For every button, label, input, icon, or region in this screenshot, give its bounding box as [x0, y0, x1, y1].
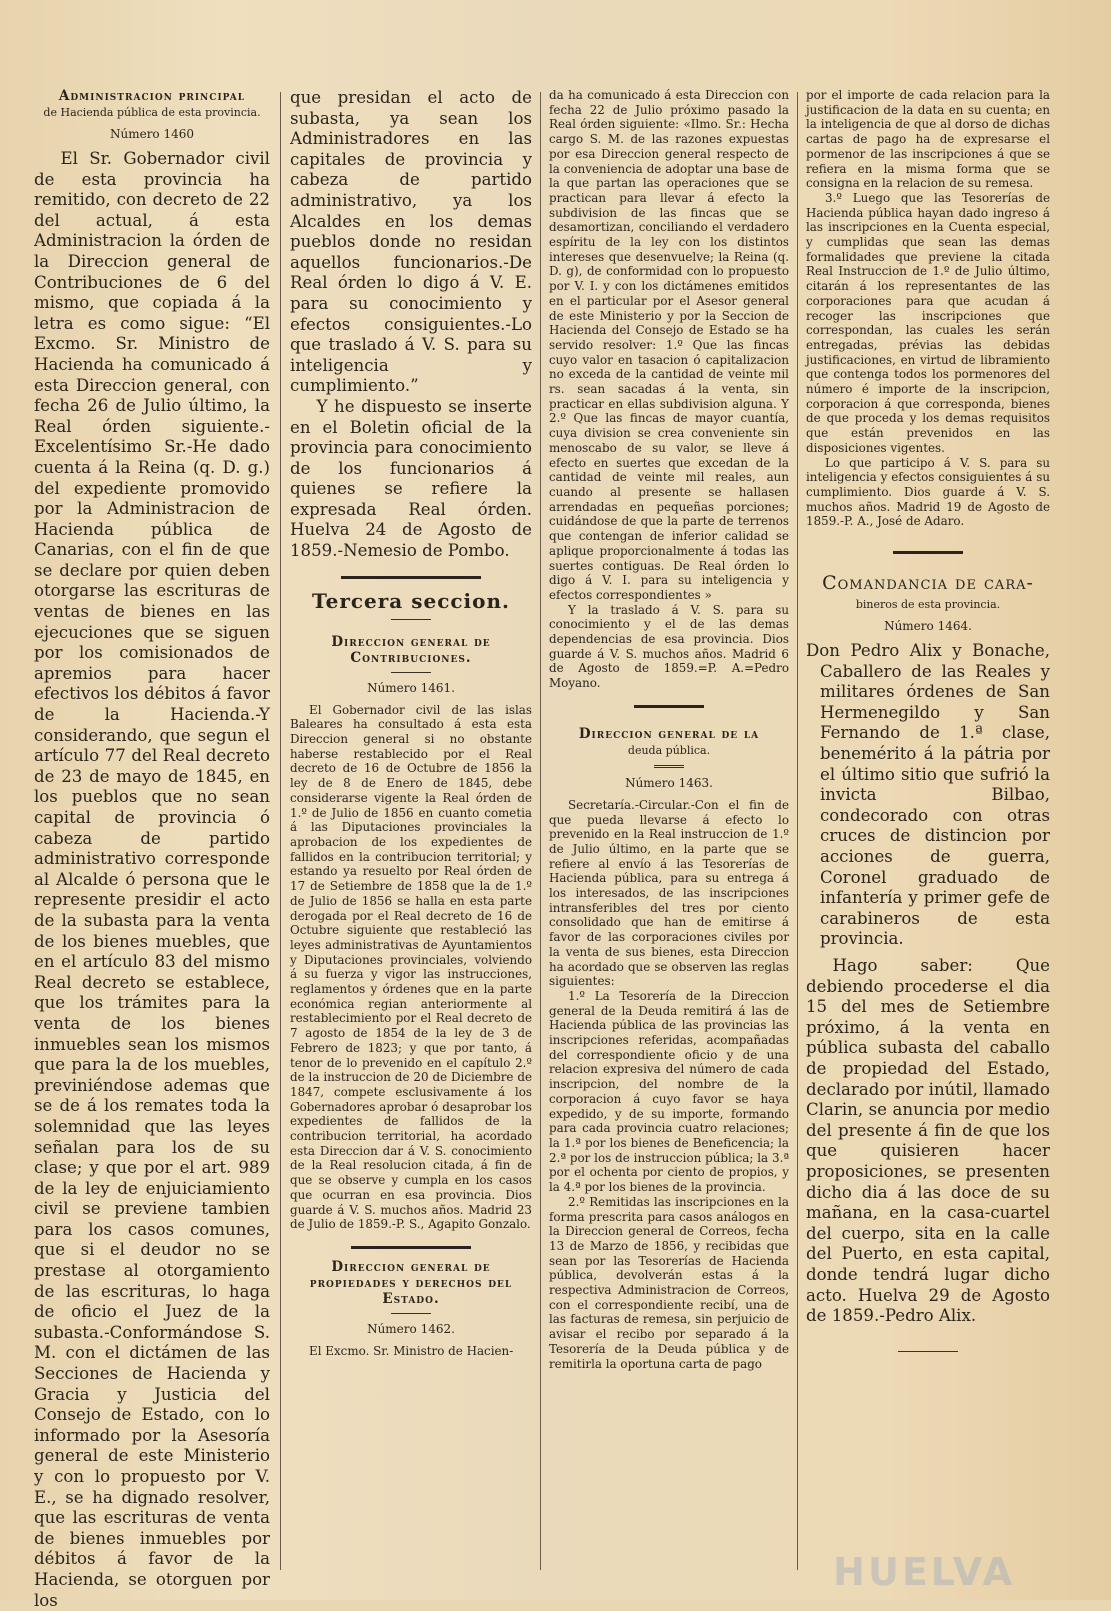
- notice-body: que presidan el acto de subasta, ya sean los Administradores en las capitales de provincia y cabeza de partido administrativo, ya los Alcaldes en los demas pueblos donde no residan aquellos funcionarios.-De Real órden lo digo á V. E. para su conocimiento y efectos consiguientes.-Lo que traslado á V. S. para su inteligencia y cumplimiento.”: [290, 88, 532, 396]
- divider: [391, 619, 431, 620]
- notice-body: El Excmo. Sr. Ministro de Hacien-: [309, 1343, 514, 1358]
- watermark-logo: HUELVA: [833, 1550, 1015, 1594]
- notice-body: Don Pedro Alix y Bonache, Caballero de las Reales y militares órdenes de San Hermenegildo y San Fernando de 1.ª clase, benemérito á la pátria por el último sitio que sufrió la invicta Bilbao, condecorado con otras cruces de distincion por acciones de guerra, Coronel graduado de infantería y primer gefe de carabineros de esta provincia.: [806, 641, 1050, 949]
- section-subheader: deuda pública.: [627, 743, 711, 757]
- section-subheader: bineros de esta provincia.: [855, 598, 1001, 612]
- notice-body: por el importe de cada relacion para la justificacion de la data en su cuenta; en la inteligencia de que al dorso de dichas cartas de pago ha de expresarse el pormenor de las inscripciones á que se refiera en la misma forma que se consigna en la relacion de su remesa.: [806, 88, 1050, 191]
- notice-body: El Sr. Gobernador civil de esta provincia ha remitido, con decreto de 22 del actual, á esta Administracion la órden de la Direccion general de Contribuciones de 6 del mismo, que copiada á la letra es como sigue: “El Excmo. Sr. Ministro de Hacienda ha comunicado á esta Direccion general, con fecha 26 de Julio último, la Real órden siguiente.-Excelentísimo Sr.-He dado cuenta á la Reina (q. D. g.) del expediente promovido por la Administracion de Hacienda pública de Canarias, con el fin de que se declare por quien deben otorgarse las escrituras de ventas de bienes en las ejecuciones que se siguen por los comisionados de apremios para hacer efectivos los débitos á favor de la Hacienda.-Y considerando, que segun el artículo 77 del Real decreto de 23 de mayo de 1845, en los pueblos que no sean capital de provincia ó cabeza de partido administrativo corresponde al Alcalde ó persona que le represente presidir el acto de la subasta para la venta de los bienes muebles, que en el artículo 83 del mismo Real decreto se establece, que los trámites para la venta de los bienes inmuebles sean los mismos que para la de los muebles, previniéndose ademas que se de á los remates toda la solemnidad que las leyes señalan para los de su clase; y que por el art. 989 de la ley de enjuiciamiento civil se previene tambien para los casos comunes, que si el deudor no se prestase al otorgamiento de las escrituras, lo haga de oficio el Juez de la subasta.-Conformándose S. M. con el dictámen de las Secciones de Hacienda y Gracia y Justicia del Consejo de Estado, con lo informado por la Asesoría general de este Ministerio y con lo propuesto por V. E., se ha dignado resolver, que las escrituras de venta de bienes inmuebles por débitos á favor de la Hacienda, se otorguen por los: [34, 149, 270, 1610]
- section-subheader: de Hacienda pública de esta provincia.: [43, 106, 261, 119]
- column-1: [34, 88, 270, 1610]
- section-header: Comandancia de cara-: [822, 572, 1034, 595]
- section-header: Direccion general de Contribuciones.: [331, 633, 491, 666]
- divider: [654, 765, 684, 768]
- divider: [898, 1351, 958, 1352]
- section-header: Direccion general de la: [578, 725, 760, 742]
- notice-number: Número 1460: [109, 127, 195, 141]
- notice-body: 2.º Remitidas las inscripciones en la forma prescrita para casos análogos en la Direccion general de Correos, fecha 13 de Marzo de 1856, y recibidas que sean por las Tesorerías de Hacienda pública, devolverán estas á la respectiva Administracion de Correos, con el correspondiente recibí, una de las facturas de remesa, sin perjuicio de avisar el recibo por separado á la Tesorería de la Deuda pública y de remitirla la oportuna carta de pago: [549, 1194, 789, 1371]
- section-header: Administracion principal: [58, 88, 246, 104]
- notice-body: 1.º La Tesorería de la Direccion general de la Deuda remitirá á las de Hacienda pública de las provincias las inscripciones referidas, acompañadas del correspondiente oficio y de una relacion expresiva del número de cada inscripcion, del nombre de la corporacion á cuyo favor se haya expedido, y de su importe, formando para cada provincia cuatro relaciones; la 1.ª por los bienes de Beneficencia; la 2.ª por los de instruccion pública; la 3.ª por el ochenta por ciento de propios, y la 4.ª por los bienes de la provincia.: [549, 988, 789, 1195]
- separator-rule: [893, 551, 963, 554]
- section-header: Direccion general de propiedades y derechos del Estado.: [309, 1258, 513, 1307]
- separator-rule: [351, 1246, 471, 1249]
- separator-rule: [634, 705, 704, 708]
- notice-body: da ha comunicado á esta Direccion con fecha 22 de Julio próximo pasado la Real órden siguiente: «Ilmo. Sr.: Hecha cargo S. M. de las razones expuestas por esa Direccion general respecto de la conveniencia de adoptar una base de la que partan las operaciones que se practican para llevar á efecto la subdivision de las fincas que se desamortizan, conciliando el verdadero espíritu de la ley con los distintos intereses que desenvuelve; la Reina (q. D. g), de conformidad con lo propuesto por V. I. y con los dictámenes emitidos en el particular por el Asesor general de este Ministerio y por la Seccion de Hacienda del Consejo de Estado se ha servido resolver: 1.º Que las fincas cuyo valor en tasacion ó capitalizacion no exceda de la cantidad de veinte mil rs. sean sacadas á la venta, sin practicar en ellas subdivision alguna. Y 2.º Que las fincas de mayor cuantía, cuya division se crea conveniente sin menoscabo de su valor, se lleve á efecto en suertes que excedan de la cantidad de veinte mil reales, aun cuando al presente se hallasen arrendadas en pequeñas porciones; cuidándose de que la parte de terrenos que contengan de inferior calidad se aplique proporcionalmente á todas las suertes contiguas. De Real órden lo digo á V. I. para su inteligencia y efectos correspondientes »: [549, 88, 789, 602]
- section-title: Tercera seccion.: [312, 588, 510, 613]
- notice-number: Número 1461.: [367, 680, 455, 695]
- column-2: [290, 88, 532, 1590]
- notice-number: Número 1464.: [884, 619, 972, 634]
- column-4: [806, 88, 1050, 1590]
- separator-rule: [341, 576, 481, 579]
- notice-body: 3.º Luego que las Tesorerías de Hacienda pública hayan dado ingreso á las inscripciones en la Cuenta especial, y cumplidas que sean las demas formalidades que previene la citada Real Instruccion de 1.º de Julio último, citarán á los representantes de las corporaciones para que acudan á recoger las inscripciones que correspondan, las cuales les serán entregadas, prévias las debidas justificaciones, en virtud de libramiento que contenga todos los pormenores del número é importe de la inscripcion, corporacion á que corresponda, bienes de que proceda y los demas requisitos que están prevenidos en las disposiciones vigentes.: [806, 190, 1050, 455]
- column-rule: [540, 92, 541, 1570]
- notice-body: El Gobernador civil de las islas Baleares ha consultado á esta esta Direccion general si no obstante haberse restablecido por el Real decreto de 16 de Octubre de 1856 la ley de 8 de Enero de 1845, debe considerarse vigente la Real órden de 1.º de Julio de 1856 en cuanto cometia á las Diputaciones provinciales la aprobacion de los expedientes de fallidos en la contribucion territorial; y estando ya resuelto por Real órden de 17 de Setiembre de 1858 que la de 1.º de Julio de 1856 se halla en esta parte derogada por el Real decreto de 16 de Octubre siguiente que restableció las leyes administrativas de Ayuntamientos y Diputaciones provinciales, volviendo á su fuerza y vigor las instrucciones, reglamentos y órdenes que en la parte económica regian anteriormente al restablecimiento por el Real decreto de 7 agosto de 1854 de la ley de 3 de Febrero de 1823; y que por tanto, á tenor de lo prevenido en el capítulo 2.º de la instruccion de 20 de Diciembre de 1847, compete esclusivamente á los Gobernadores aprobar ó desaprobar los expedientes de fallidos de la contribucion territorial, ha acordado esta Direccion dar á V. S. conocimiento de la Real resolucion citada, á fin de que se observe y cumpla en los casos que ocurran en esa provincia. Dios guarde á V. S. muchos años. Madrid 23 de Julio de 1859.-P. S., Agapito Gonzalo.: [290, 702, 532, 1232]
- notice-body: Y he dispuesto se inserte en el Boletin oficial de la provincia para conocimiento de los funcionarios á quienes se refiere la expresada Real órden. Huelva 24 de Agosto de 1859.-Nemesio de Pombo.: [290, 396, 532, 561]
- notice-body: Y la traslado á V. S. para su conocimiento y el de las demas dependencias de esa provincia. Dios guarde á V. S. muchos años. Madrid 6 de Agosto de 1859.=P. A.=Pedro Moyano.: [549, 602, 789, 691]
- notice-body: Lo que participo á V. S. para su inteligencia y efectos consiguientes á su cumplimiento. Dios guarde á V. S. muchos años. Madrid 19 de Agosto de 1859.-P. A., José de Adaro.: [806, 455, 1050, 529]
- column-3: [549, 88, 789, 1590]
- column-rule: [797, 92, 798, 1570]
- notice-number: Número 1462.: [367, 1321, 455, 1336]
- divider: [391, 1313, 431, 1314]
- notice-body: Secretaría.-Circular.-Con el fin de que pueda llevarse á efecto lo prevenido en la Real instruccion de 1.º de Julio último, en la parte que se refiere al envío á las Tesorerías de Hacienda pública, para su entrega á los interesados, de las inscripciones intransferibles del tres por ciento consolidado que han de emitirse á favor de las corporaciones civiles por la venta de sus bienes, esta Direccion ha acordado que se observen las reglas siguientes:: [549, 797, 789, 989]
- notice-body: Hago saber: Que debiendo procederse el dia 15 del mes de Setiembre próximo, á la venta en pública subasta del caballo de propiedad del Estado, declarado por inútil, llamado Clarin, se anuncia por medio del presente á fin de que los que quisieren hacer proposiciones, se presenten dicho dia á las doce de su mañana, en la casa-cuartel del cuerpo, sita en la calle del Puerto, en esta capital, donde tendrá lugar dicho acto. Huelva 29 de Agosto de 1859.-Pedro Alix.: [806, 956, 1050, 1326]
- notice-number: Número 1463.: [625, 775, 713, 790]
- column-rule: [280, 92, 281, 1570]
- divider: [391, 672, 431, 673]
